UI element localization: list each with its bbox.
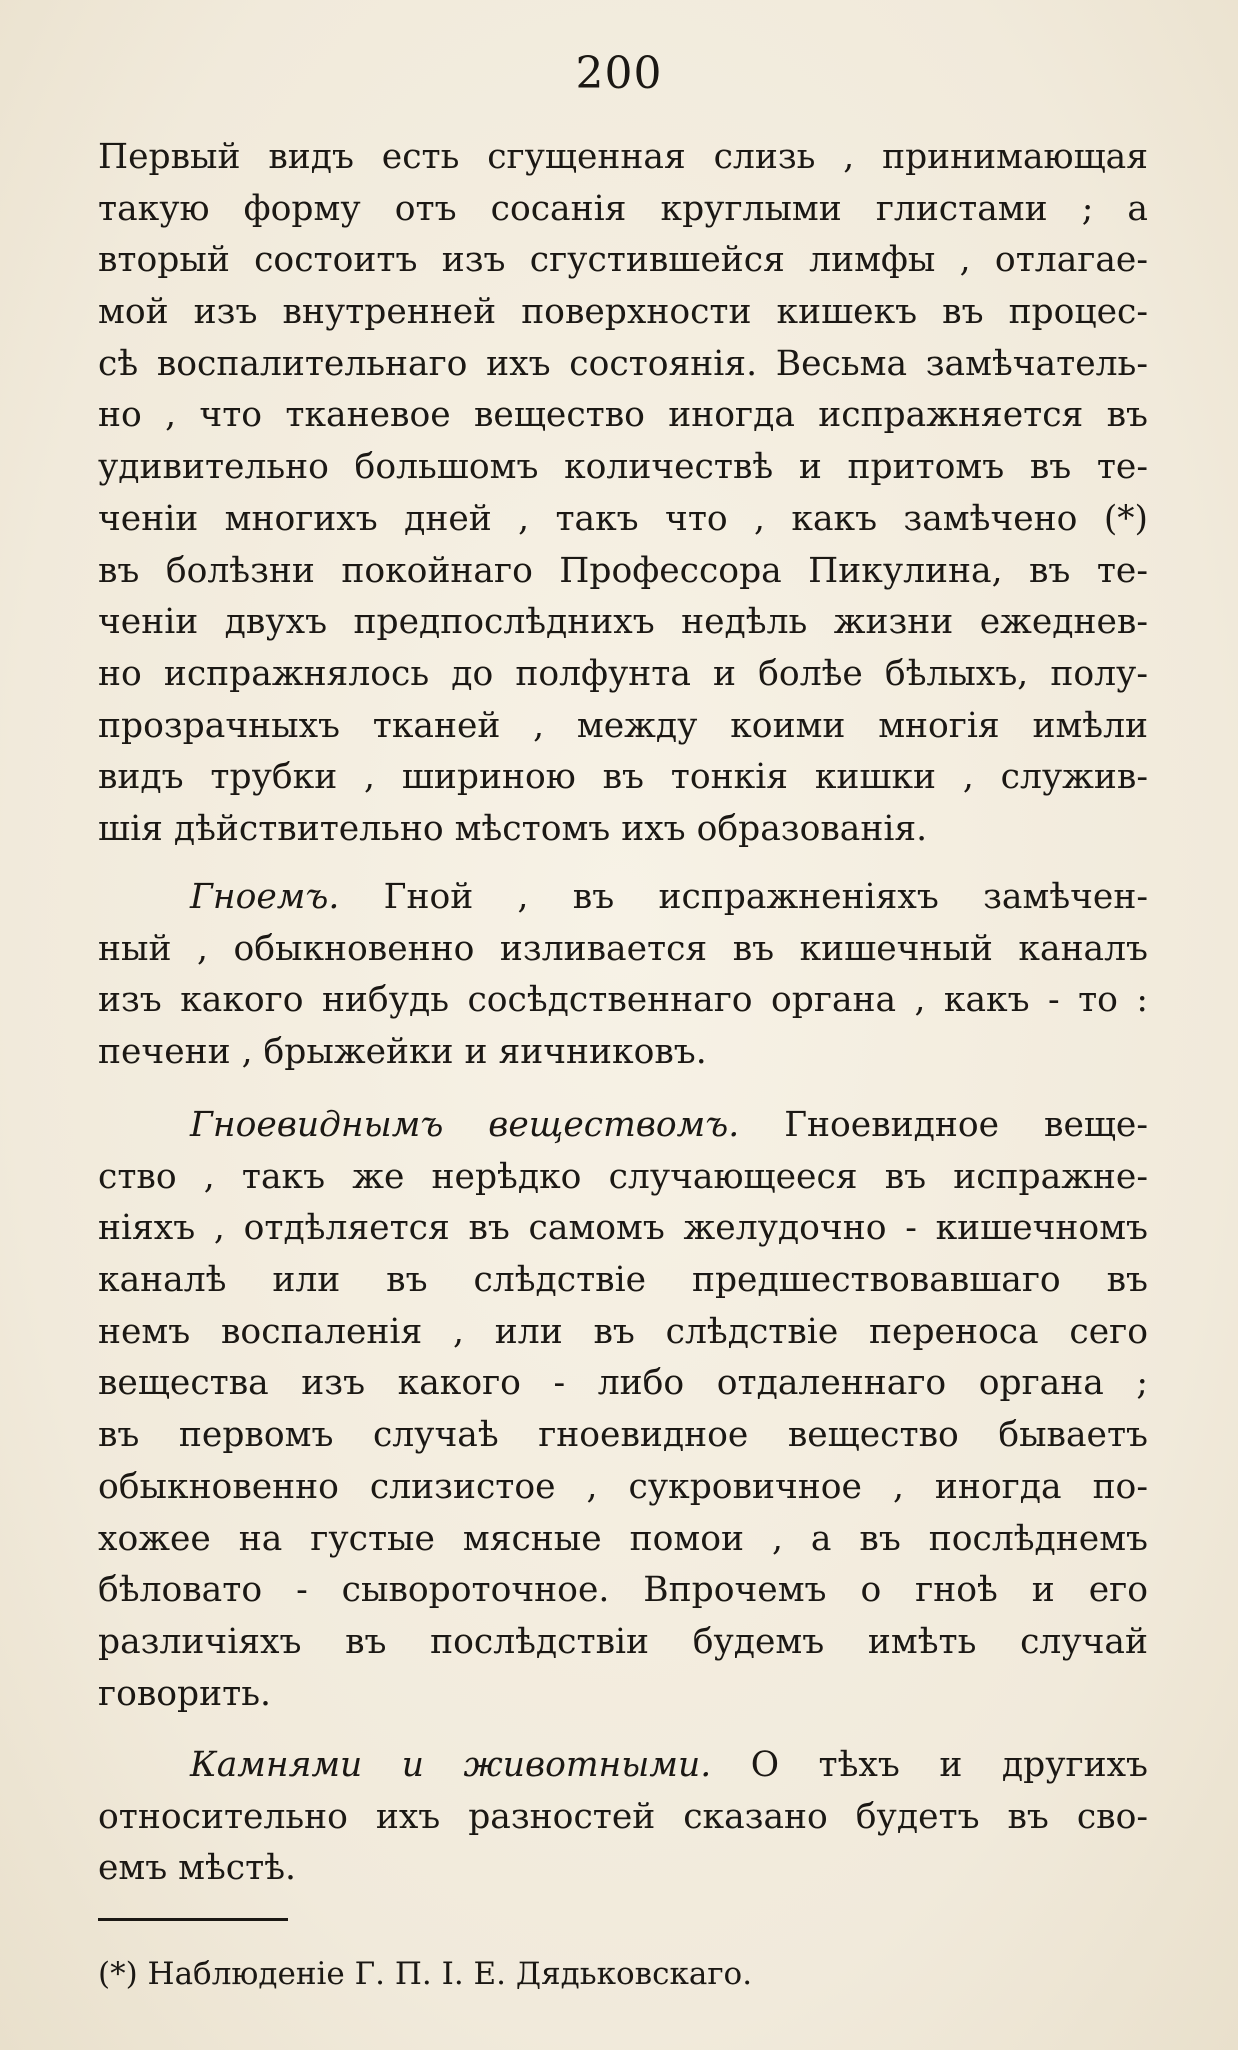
paragraph-1 [98, 132, 1148, 856]
text-line [98, 1740, 1148, 1792]
text-line: вещества изъ какого - либо отдаленнаго органа ; [98, 1363, 1148, 1404]
text-line: относительно ихъ разностей сказано будетъ въ сво- [98, 1796, 1148, 1837]
text-line: видъ трубки , шириною въ тонкія кишки , служив- [98, 757, 1148, 798]
text-line: печени , брыжейки и яичниковъ. [98, 1032, 707, 1073]
text-line: сѣ воспалительнаго ихъ состоянія. Весьма замѣчатель- [98, 343, 1148, 384]
text-line: въ болѣзни покойнаго Профессора Пикулина, въ те- [98, 550, 1148, 591]
paragraph-2 [98, 872, 1148, 1079]
paragraph-lead-italic: Гноевиднымъ веществомъ. [190, 1105, 740, 1145]
text-line: мой изъ внутренней поверхности кишекъ въ процес- [98, 292, 1148, 333]
footnote: (*) Наблюденіе Г. П. І. Е. Дядьковскаго. [98, 1956, 753, 1992]
text-line: немъ воспаленія , или въ слѣдствіе переноса сего [98, 1311, 1148, 1352]
text-line: ный , обыкновенно изливается въ кишечный каналъ [98, 928, 1148, 969]
page-number: 200 [575, 48, 663, 99]
footnote-divider [98, 1918, 288, 1921]
text-line: ніяхъ , отдѣляется въ самомъ желудочно - кишечномъ [98, 1208, 1148, 1249]
text-line: различіяхъ въ послѣдствіи будемъ имѣть случай [98, 1621, 1148, 1662]
text-line: каналѣ или въ слѣдствіе предшествовавшаго въ [98, 1260, 1148, 1301]
text-line: прозрачныхъ тканей , между коими многія имѣли [98, 705, 1148, 746]
text-line: вторый состоитъ изъ сгустившейся лимфы , отлагае- [98, 240, 1148, 281]
text-line: емъ мѣстѣ. [98, 1848, 296, 1889]
text-line: изъ какого нибудь сосѣдственнаго органа , какъ - то : [98, 980, 1148, 1021]
text-line: говорить. [98, 1673, 271, 1714]
paragraph-3 [98, 1100, 1148, 1720]
text-line: ченіи многихъ дней , такъ что , какъ замѣчено (*) [98, 498, 1148, 539]
paragraph-first-line: О тѣхъ и другихъ [750, 1745, 1148, 1785]
text-line: обыкновенно слизистое , сукровичное , иногда по- [98, 1466, 1148, 1507]
text-line: Первый видъ есть сгущенная слизь , принимающая [98, 137, 1148, 177]
text-line: хожее на густые мясные помои , а въ послѣднемъ [98, 1518, 1148, 1559]
text-line: въ первомъ случаѣ гноевидное вещество бываетъ [98, 1415, 1148, 1456]
paragraph-4 [98, 1740, 1148, 1895]
paragraph-lead-italic: Гноемъ. [190, 877, 340, 917]
text-line: но испражнялось до полфунта и болѣе бѣлыхъ, полу- [98, 653, 1148, 694]
text-line: удивительно большомъ количествѣ и притомъ въ те- [98, 447, 1148, 488]
text-line [98, 1100, 1148, 1152]
text-line: бѣловато - сывороточное. Впрочемъ о гноѣ и его [98, 1570, 1148, 1611]
paragraph-lead-italic: Камнями и животными. [190, 1745, 712, 1785]
text-line: шія дѣйствительно мѣстомъ ихъ образованія. [98, 808, 928, 849]
paragraph-first-line: Гноевидное веще- [784, 1105, 1149, 1145]
text-line: такую форму отъ сосанія круглыми глистами ; а [98, 188, 1148, 229]
text-line: ченіи двухъ предпослѣднихъ недѣль жизни ежеднев- [98, 602, 1148, 643]
paragraph-first-line: Гной , въ испражненіяхъ замѣчен- [383, 877, 1149, 917]
text-line: но , что тканевое вещество иногда испражняется въ [98, 395, 1148, 436]
text-line [98, 872, 1148, 924]
text-line: ство , такъ же нерѣдко случающееся въ испражне- [98, 1156, 1148, 1197]
